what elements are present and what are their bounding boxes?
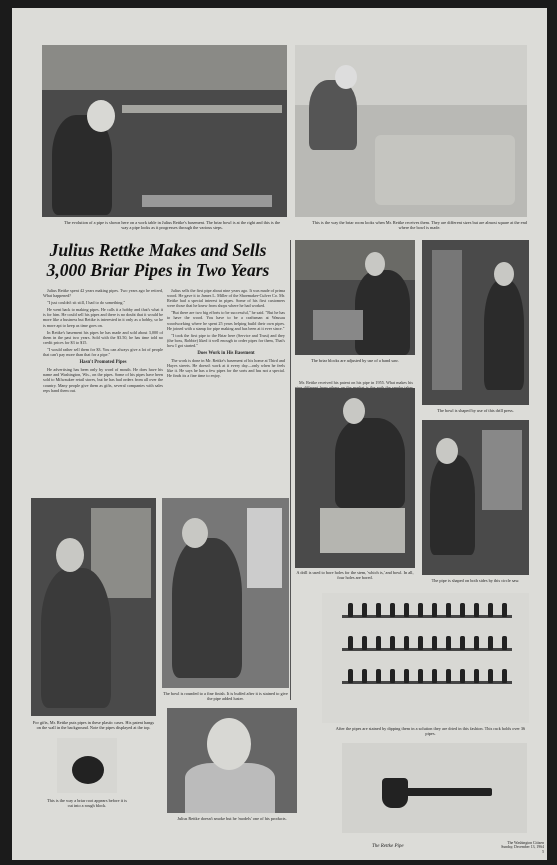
caption-drill-press: The bowl is shaped by use of this drill press. — [437, 408, 514, 413]
rack-pipe — [418, 603, 423, 617]
footer-paper-info — [490, 841, 544, 854]
divider — [290, 240, 291, 700]
photo-buffing — [162, 498, 289, 688]
rack-pipe — [502, 603, 507, 617]
rack-pipe — [502, 636, 507, 650]
headline-line1: Julius Rettke Makes and Sells — [49, 240, 267, 260]
caption-drill-bore: A drill is used to bore holes for the stem, 'which is,' and bowl. In all, four holes are bored. — [296, 570, 414, 581]
paragraph: Julius sells the first pipe about nine years ago. It was made of prima wood. He gave it to James L. Miller of the Shoemaker-Culver Co. Mr. Rettke had a special interest in pipes. Some of his first customers were those that he knew from shops where he had worked. — [167, 288, 285, 309]
footer-paper-date: Sunday, December 13, 1964 — [501, 845, 544, 850]
paragraph: In Rettke's basement his pipes he has made and sold about 3,000 of them in the past two years. Sold with the $3.50, he has time told no credit prices for $3 to $15. — [43, 329, 163, 345]
photo-plastic-cases — [31, 498, 156, 716]
rack-pipe — [348, 636, 353, 650]
rack-pipe — [390, 636, 395, 650]
photo-band-saw — [295, 240, 415, 355]
rack-pipe — [390, 603, 395, 617]
paragraph: "I would rather sell them for $3. You can always give a lot of people that can't pay more than that for a pipe." — [43, 346, 163, 358]
headline-line2: 3,000 Briar Pipes in Two Years — [46, 260, 270, 280]
photo-briar-room — [295, 45, 527, 217]
photo-rettke-portrait — [167, 708, 297, 813]
rack-pipe — [502, 669, 507, 683]
rack-pipe — [418, 636, 423, 650]
rack-pipe — [348, 669, 353, 683]
rack-pipe — [460, 669, 465, 683]
photo-drill-bore — [295, 388, 415, 568]
rack-pipe — [488, 636, 493, 650]
rack-pipe — [390, 669, 395, 683]
rack-pipe — [432, 603, 437, 617]
subhead: Hasn't Promoted Pipes — [79, 360, 127, 366]
headline — [38, 240, 278, 280]
article-column — [167, 288, 285, 498]
subhead: Does Work in His Basement — [197, 351, 255, 357]
paragraph: Mr. Rettke received his patent on his pipe in 1955. What makes his — [299, 380, 413, 385]
footer-title: The Rettke Pipe — [372, 844, 404, 849]
paragraph: "I took the first pipe to the Briar here (Service and Trust) and they (the boss, Robbie) liked it well enough to order pipes for them, That's how I got started." — [167, 332, 285, 348]
rack-pipe — [488, 669, 493, 683]
article-column — [43, 288, 163, 498]
photo-drill-press — [422, 240, 529, 405]
rack-pipe — [446, 636, 451, 650]
photo-work-table — [42, 45, 287, 217]
caption-top-left: The evolution of a pipe is shown here on a work table in Julius Rettke's basement. The briar bowl is at the right and this is the way a pipe looks as it progresses through the various steps. — [63, 220, 281, 231]
caption-buffing: The bowl is rounded to a fine finish. It is buffed after it is stained to give the pipe added luster. — [163, 691, 288, 702]
rack-pipe — [474, 603, 479, 617]
paragraph: "But there are two big efforts to be successful," he said. "But he has to have the wood. You have to be a craftsman at Wausau woodworking where he spent 25 years helping build their own pipes. He joined with a stamp for pipe making and has been at it ever since." — [167, 310, 285, 331]
footer-paper-name: The Washington Citizen — [507, 841, 544, 845]
caption-drying-rack: After the pipes are stained by dipping them in a solution they are dried in this fashion. This rack holds over 36 pipes. — [335, 726, 526, 737]
caption-rettke-portrait: Julius Rettke doesn't smoke but he 'models' one of his products. — [177, 816, 287, 821]
newspaper-page — [12, 8, 547, 860]
caption-briar-root: This is the way a briar root appears before it is cut into a rough block. — [47, 798, 127, 809]
photo-circle-saw — [422, 420, 529, 575]
rack-pipe — [404, 603, 409, 617]
rack-pipe — [446, 603, 451, 617]
caption-top-right: This is the way the briar room looks when Mr. Rettke receives them. They are different sizes but are almost square at the end where the bowl is made. — [312, 220, 527, 231]
rack-pipe — [432, 636, 437, 650]
paragraph: He went back to making pipes. He calls it a hobby and that's what it is for him. He could sell his pipes and there is no doubt that it would be more like a business but Rettke is interested in it only as a hobby, so he is more apt to keep as time goes on. — [43, 307, 163, 328]
rack-pipe — [376, 603, 381, 617]
paragraph: He advertising has been only by word of mouth. He does have his name and Washington, Wis., on the pipes. Some of his pipes have been sold to Milwaukee retail stores, but he has had orders from all over the country. Many people give them as gifts, several companies with sales reps hand them out. — [43, 367, 163, 393]
rack-pipe — [474, 636, 479, 650]
paragraph: "I just couldn't sit still, I had to do something." — [47, 300, 126, 306]
rack-pipe — [376, 669, 381, 683]
footer-page-number: 5 — [542, 849, 544, 854]
rack-pipe — [404, 669, 409, 683]
photo-drying-rack — [322, 593, 529, 723]
caption-plastic-cases: For gifts, Mr. Rettke puts pipes in these plastic cases. His patent hangs on the wall in the background. Note the pipes displayed at the top. — [32, 720, 155, 731]
photo-briar-root — [57, 738, 117, 793]
rack-pipe — [488, 603, 493, 617]
rack-pipe — [460, 636, 465, 650]
rack-pipe — [362, 603, 367, 617]
rack-pipe — [404, 636, 409, 650]
rack-pipe — [418, 669, 423, 683]
rack-pipe — [432, 669, 437, 683]
paragraph: Julius Rettke spent 42 years making pipes. Two years ago he retired, What happened? — [43, 288, 163, 299]
photo-rettke-pipe — [342, 743, 527, 833]
rack-pipe — [460, 603, 465, 617]
rack-pipe — [348, 603, 353, 617]
rack-pipe — [362, 636, 367, 650]
paragraph: The work is done in Mr. Rettke's basement of his home at Third and Hayes streets. He doesn't work at it every day—only when he feels like it. He says he has a few pipes for the sorts and has not a special. He finds its a fine time to enjoy. — [167, 358, 285, 379]
rack-pipe — [376, 636, 381, 650]
rack-pipe — [446, 669, 451, 683]
rack-pipe — [474, 669, 479, 683]
rack-pipe — [362, 669, 367, 683]
caption-circle-saw: The pipe is shaped on both sides by this circle saw. — [431, 578, 520, 583]
caption-band-saw: The briar blocks are adjusted by use of a band saw. — [311, 358, 399, 363]
